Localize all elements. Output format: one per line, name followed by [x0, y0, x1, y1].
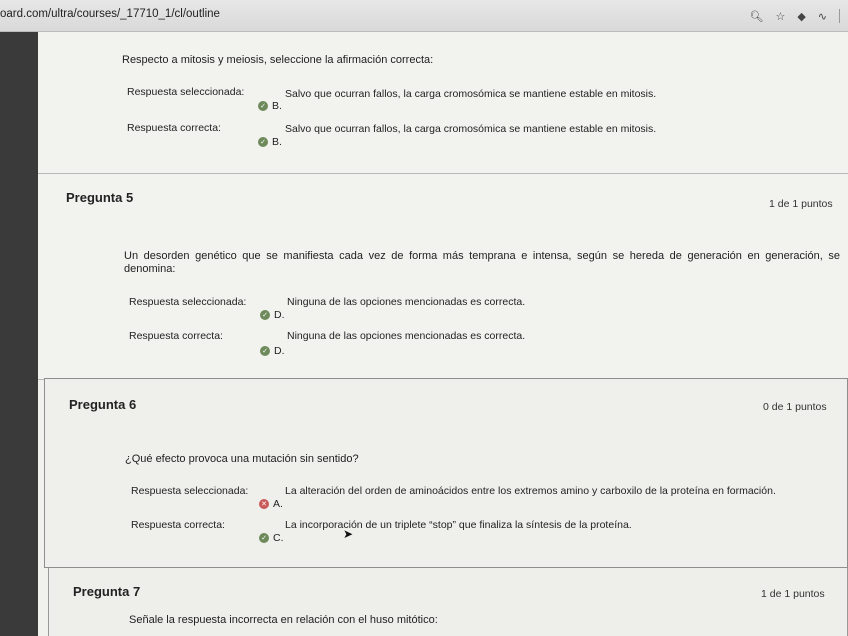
test-review-page — [38, 32, 848, 636]
selected-answer-text: Salvo que ocurran fallos, la carga cromosómica se mantiene estable en mitosis. — [285, 88, 657, 100]
mouse-cursor-icon: ➤ — [343, 527, 354, 541]
check-icon: ✓ — [260, 310, 270, 320]
question-title: Pregunta 5 — [66, 190, 134, 205]
correct-answer-letter — [260, 345, 285, 357]
incorrect-icon: ✕ — [259, 499, 269, 509]
selected-answer-label: Respuesta seleccionada: — [131, 485, 249, 497]
selected-answer-letter — [258, 100, 282, 112]
selected-answer-text: Ninguna de las opciones mencionadas es correcta. — [287, 296, 526, 308]
check-icon: ✓ — [259, 533, 269, 543]
selected-answer-letter — [260, 309, 285, 321]
star-icon[interactable]: ☆ — [775, 10, 786, 23]
question-title: Pregunta 7 — [73, 584, 141, 599]
zoom-icon[interactable]: 🔍︎ — [749, 10, 764, 23]
selected-answer-label: Respuesta seleccionada: — [127, 86, 245, 98]
correct-answer-label: Respuesta correcta: — [127, 122, 221, 134]
correct-answer-text: Ninguna de las opciones mencionadas es correcta. — [287, 330, 526, 342]
correct-answer-label: Respuesta correcta: — [129, 330, 223, 342]
correct-answer-text: Salvo que ocurran fallos, la carga cromosómica se mantiene estable en mitosis. — [285, 123, 657, 135]
question-block-7 — [48, 568, 848, 636]
selected-answer-letter — [259, 498, 283, 510]
extension2-icon[interactable]: ∿ — [817, 10, 827, 23]
question-points: 1 de 1 puntos — [769, 198, 833, 210]
correct-answer-text: La incorporación de un triplete “stop” que finaliza la síntesis de la proteína. — [285, 519, 632, 531]
correct-answer-letter — [259, 532, 284, 544]
question-points: 0 de 1 puntos — [763, 401, 827, 413]
question-title: Pregunta 6 — [69, 397, 137, 412]
check-icon: ✓ — [260, 346, 270, 356]
question-block-6 — [44, 378, 848, 568]
question-block-5 — [38, 174, 848, 380]
extension-icon[interactable]: ◆ — [797, 10, 806, 23]
question-text: Un desorden genético que se manifiesta cada vez de forma más temprana e intensa, según se hereda de generación en generación, se denomina: — [124, 250, 840, 275]
selected-letter: A. — [273, 498, 283, 510]
question-text: ¿Qué efecto provoca una mutación sin sentido? — [125, 453, 359, 465]
correct-answer-label: Respuesta correcta: — [131, 519, 225, 531]
selected-letter: D. — [274, 309, 285, 321]
selected-answer-label: Respuesta seleccionada: — [129, 296, 247, 308]
correct-letter: D. — [274, 345, 285, 357]
selected-letter: B. — [272, 100, 282, 112]
check-icon: ✓ — [258, 137, 268, 147]
correct-answer-letter — [258, 136, 282, 148]
browser-address-bar[interactable] — [0, 0, 848, 32]
question-points: 1 de 1 puntos — [761, 588, 825, 600]
selected-answer-text: La alteración del orden de aminoácidos entre los extremos amino y carboxilo de la proteína en formación. — [285, 485, 776, 497]
correct-letter: B. — [272, 136, 282, 148]
check-icon: ✓ — [258, 101, 268, 111]
question-block-4 — [38, 32, 848, 174]
correct-letter: C. — [273, 532, 284, 544]
toolbar-divider — [839, 9, 840, 23]
browser-toolbar-icons — [749, 9, 840, 23]
question-text: Respecto a mitosis y meiosis, seleccione la afirmación correcta: — [122, 54, 434, 66]
url-text[interactable]: oard.com/ultra/courses/_17710_1/cl/outline — [0, 8, 220, 20]
question-text: Señale la respuesta incorrecta en relación con el huso mitótico: — [129, 614, 438, 626]
